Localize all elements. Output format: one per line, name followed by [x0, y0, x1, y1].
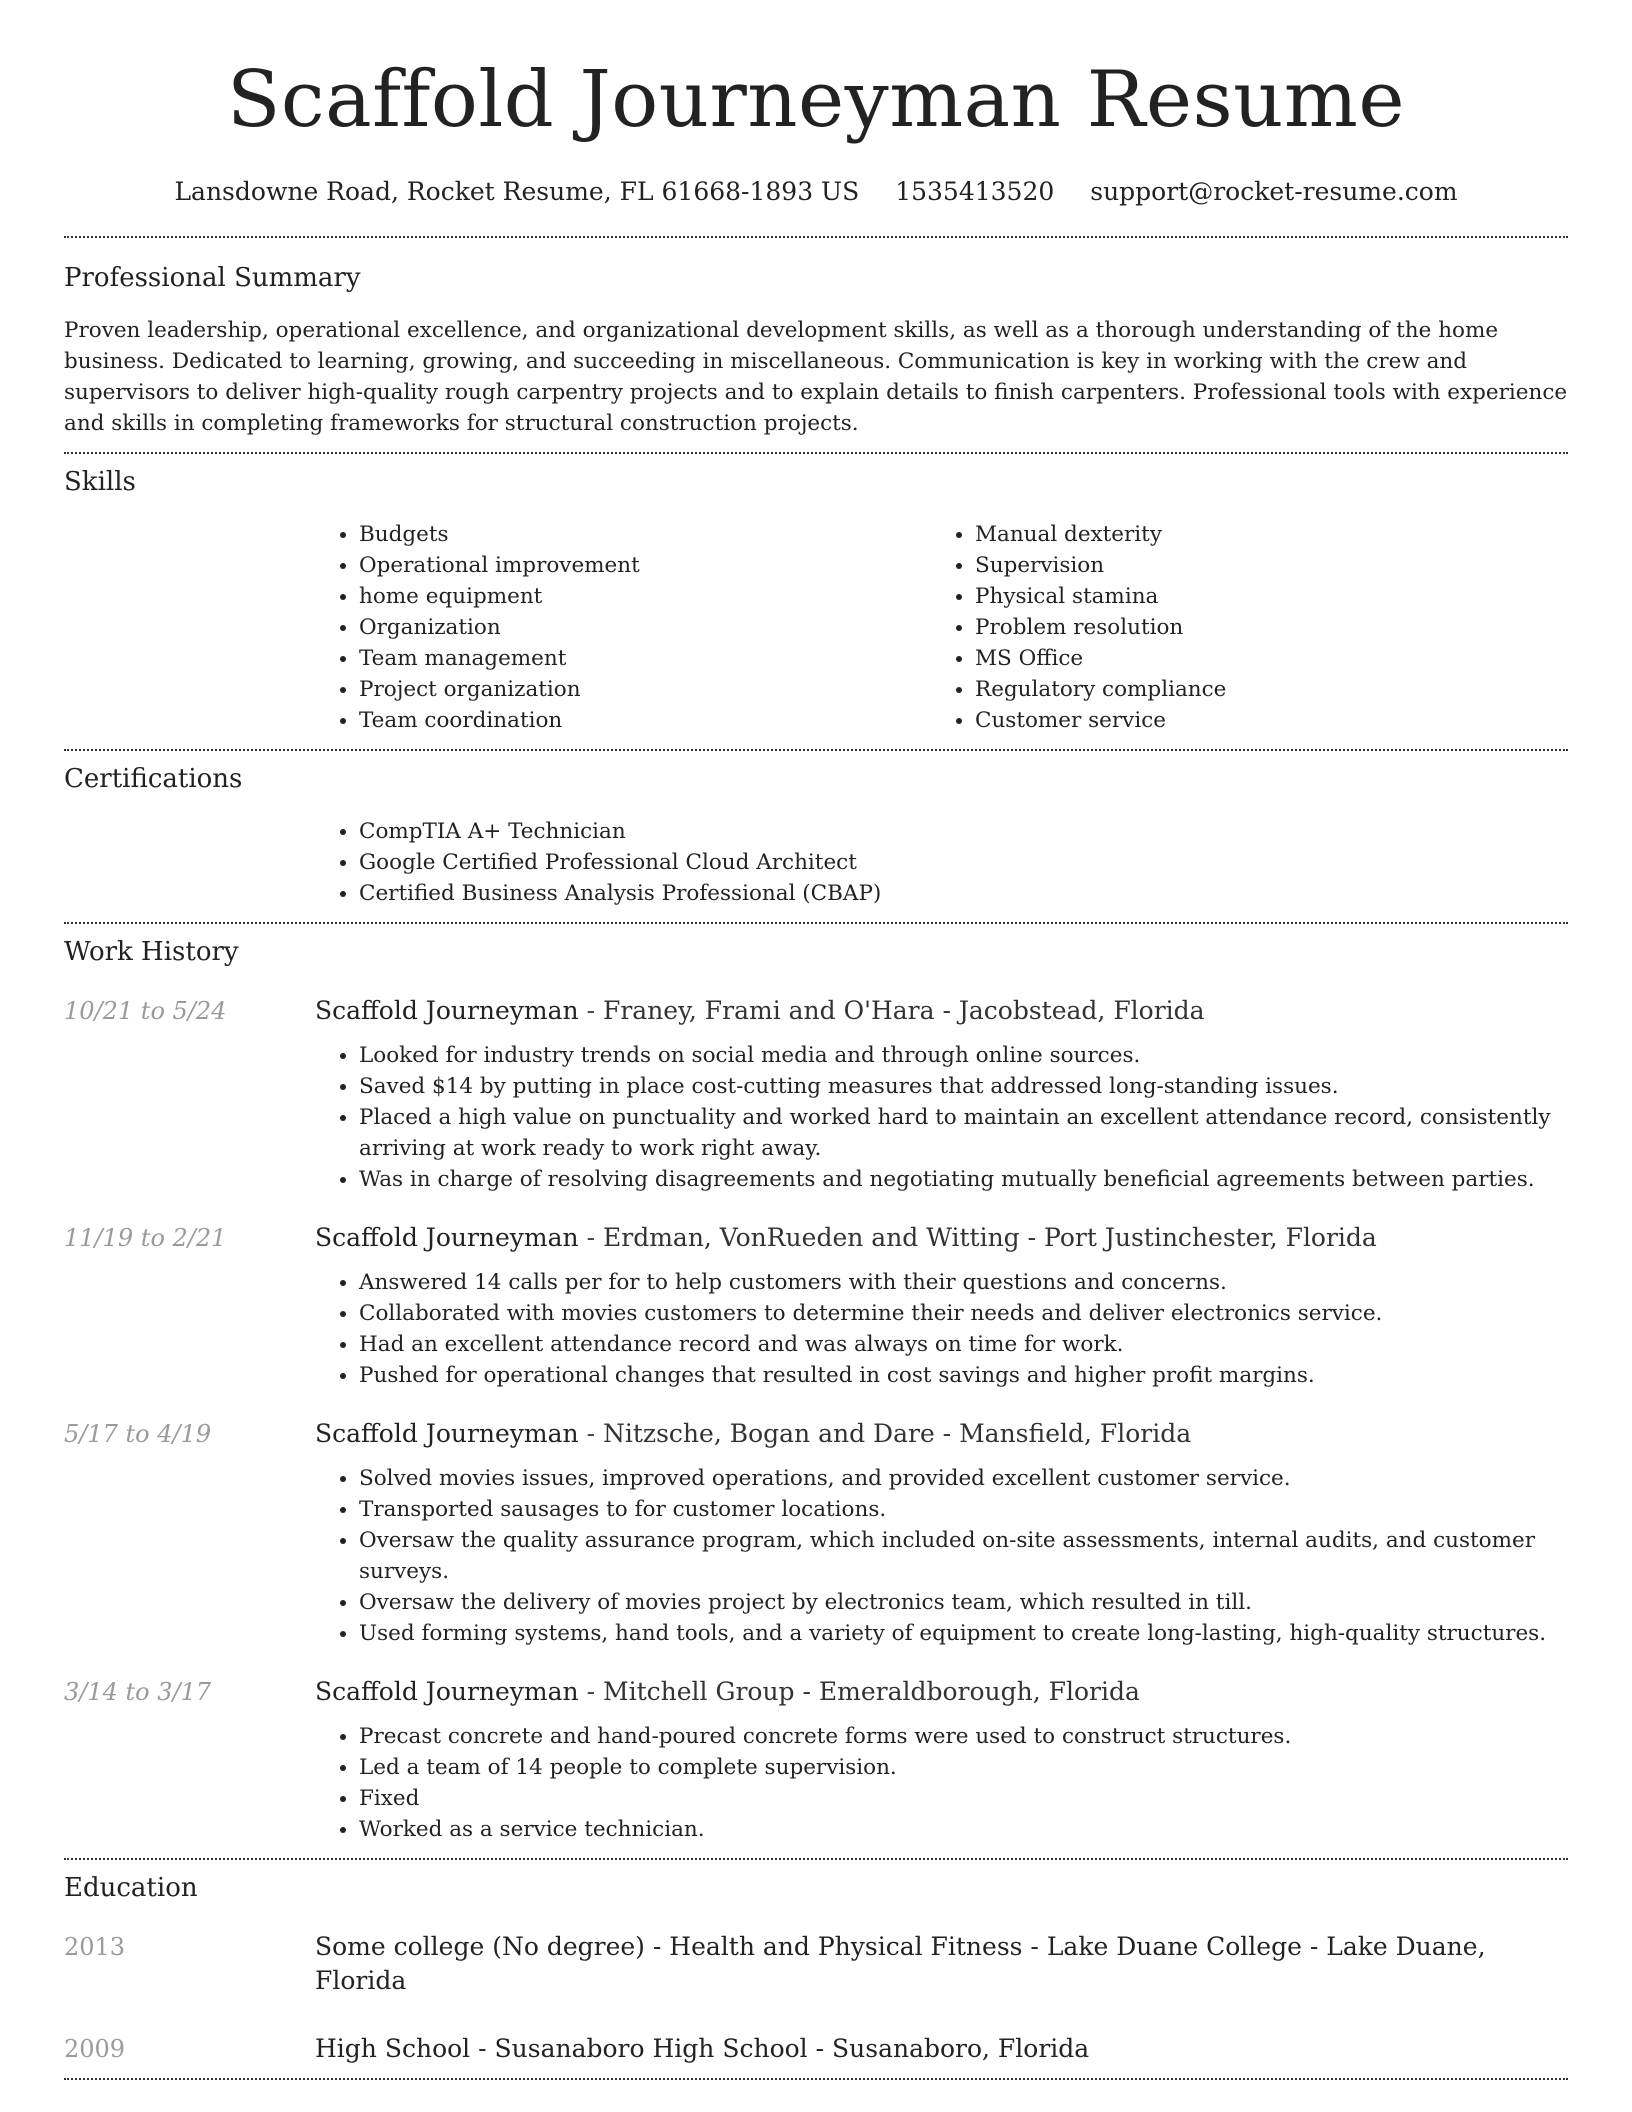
job-title: Scaffold Journeyman - Franey, Frami and O'Hara - Jacobstead, Florida	[315, 996, 1205, 1025]
section-title-work-history: Work History	[64, 937, 239, 967]
list-item: • Placed a high value on punctuality and worked hard to maintain an excellent attendance record, consistently arriving at work ready to work right away.	[359, 1102, 1568, 1164]
job-dates: 10/21 to 5/24	[64, 997, 227, 1025]
education-degree: Some college (No degree) - Health and Physical Fitness	[315, 1932, 1023, 1961]
divider	[64, 2078, 1568, 2080]
education-year: 2013	[64, 1933, 126, 1961]
education-entry	[64, 2032, 1568, 2066]
job-role: Scaffold Journeyman	[315, 1223, 579, 1252]
education-entry	[64, 1930, 1568, 1998]
skills-grid	[315, 519, 1568, 736]
job-dates: 11/19 to 2/21	[64, 1224, 227, 1252]
summary-text: Proven leadership, operational excellence, and organizational development skills, as well as a thorough understanding of the home business. Dedicated to learning, growing, and succeeding in miscellaneous. Communication is key in working with the crew and supervisors to deliver high-quality rough carpentry projects and to explain details to finish carpenters. Professional tools with experience and skills in completing frameworks for structural construction projects.	[64, 318, 1568, 436]
job-entry	[64, 1221, 1568, 1391]
list-item: • Manual dexterity	[975, 519, 1547, 550]
work-history-section	[64, 924, 1568, 1845]
list-item: • Worked as a service technician.	[359, 1814, 1568, 1845]
list-item: • Team coordination	[359, 705, 931, 736]
list-item: • Regulatory compliance	[975, 674, 1547, 705]
job-bullets	[315, 1721, 1568, 1845]
job-bullets	[315, 1040, 1568, 1195]
education-degree: High School	[315, 2034, 471, 2063]
job-role: Scaffold Journeyman	[315, 1419, 579, 1448]
resume-header	[64, 0, 1568, 208]
list-item: • CompTIA A+ Technician	[359, 816, 1568, 847]
job-title: Scaffold Journeyman - Erdman, VonRueden and Witting - Port Justinchester, Florida	[315, 1223, 1377, 1252]
education-details: Susanaboro High School - Susanaboro, Florida	[494, 2034, 1090, 2063]
email: support@rocket-resume.com	[1090, 177, 1458, 206]
list-item: • Transported sausages to for customer locations.	[359, 1494, 1568, 1525]
job-dates: 3/14 to 3/17	[64, 1678, 212, 1706]
list-item: • Customer service	[975, 705, 1547, 736]
list-item: • Fixed	[359, 1783, 1568, 1814]
address: Lansdowne Road, Rocket Resume, FL 61668-1893 US	[174, 177, 860, 206]
section-title-certifications: Certifications	[64, 764, 243, 794]
education-text: Some college (No degree) - Health and Physical Fitness - Lake Duane College - Lake Duane, Florida	[315, 1932, 1486, 1995]
job-bullets	[315, 1463, 1568, 1649]
job-role: Scaffold Journeyman	[315, 996, 579, 1025]
contact-line	[64, 176, 1568, 208]
job-entry	[64, 1417, 1568, 1649]
list-item: • Looked for industry trends on social media and through online sources.	[359, 1040, 1568, 1071]
list-item: • Pushed for operational changes that resulted in cost savings and higher profit margins.	[359, 1360, 1568, 1391]
list-item: • Was in charge of resolving disagreements and negotiating mutually beneficial agreements between parties.	[359, 1164, 1568, 1195]
section-title-education: Education	[64, 1873, 198, 1903]
list-item: • Precast concrete and hand-poured concrete forms were used to construct structures.	[359, 1721, 1568, 1752]
certifications-list	[315, 816, 1568, 909]
education-details: Lake Duane College - Lake Duane, Florida	[315, 1932, 1486, 1995]
list-item: • Collaborated with movies customers to determine their needs and deliver electronics service.	[359, 1298, 1568, 1329]
summary-section	[64, 238, 1568, 439]
list-item: • Oversaw the quality assurance program, which included on-site assessments, internal audits, and customer surveys.	[359, 1525, 1568, 1587]
section-title-summary: Professional Summary	[64, 263, 361, 293]
list-item: • Had an excellent attendance record and was always on time for work.	[359, 1329, 1568, 1360]
list-item: • Organization	[359, 612, 931, 643]
page-title: Scaffold Journeyman Resume	[227, 55, 1405, 145]
education-year: 2009	[64, 2035, 126, 2063]
education-section	[64, 1860, 1568, 2066]
phone: 1535413520	[895, 177, 1055, 206]
list-item: • Operational improvement	[359, 550, 931, 581]
list-item: • Project organization	[359, 674, 931, 705]
section-title-skills: Skills	[64, 467, 136, 497]
skills-section	[64, 454, 1568, 736]
job-details: Mitchell Group - Emeraldborough, Florida	[603, 1677, 1140, 1706]
list-item: • Solved movies issues, improved operations, and provided excellent customer service.	[359, 1463, 1568, 1494]
job-entry	[64, 994, 1568, 1195]
job-details: Erdman, VonRueden and Witting - Port Justinchester, Florida	[603, 1223, 1377, 1252]
list-item: • Budgets	[359, 519, 931, 550]
list-item: • Team management	[359, 643, 931, 674]
skills-column-right	[931, 519, 1547, 736]
list-item: • Problem resolution	[975, 612, 1547, 643]
list-item: • MS Office	[975, 643, 1547, 674]
job-role: Scaffold Journeyman	[315, 1677, 579, 1706]
list-item: • Supervision	[975, 550, 1547, 581]
certifications-section	[64, 751, 1568, 909]
list-item: • Saved $14 by putting in place cost-cutting measures that addressed long-standing issues.	[359, 1071, 1568, 1102]
job-bullets	[315, 1267, 1568, 1391]
job-dates: 5/17 to 4/19	[64, 1420, 212, 1448]
list-item: • Physical stamina	[975, 581, 1547, 612]
list-item: • Answered 14 calls per for to help customers with their questions and concerns.	[359, 1267, 1568, 1298]
list-item: • home equipment	[359, 581, 931, 612]
list-item: • Certified Business Analysis Professional (CBAP)	[359, 878, 1568, 909]
job-title: Scaffold Journeyman - Nitzsche, Bogan and Dare - Mansfield, Florida	[315, 1419, 1192, 1448]
job-title: Scaffold Journeyman - Mitchell Group - Emeraldborough, Florida	[315, 1677, 1140, 1706]
education-text: High School - Susanaboro High School - Susanaboro, Florida	[315, 2034, 1090, 2063]
job-details: Nitzsche, Bogan and Dare - Mansfield, Florida	[603, 1419, 1192, 1448]
job-entry	[64, 1675, 1568, 1845]
list-item: • Led a team of 14 people to complete supervision.	[359, 1752, 1568, 1783]
list-item: • Google Certified Professional Cloud Architect	[359, 847, 1568, 878]
list-item: • Oversaw the delivery of movies project by electronics team, which resulted in till.	[359, 1587, 1568, 1618]
job-details: Franey, Frami and O'Hara - Jacobstead, Florida	[603, 996, 1205, 1025]
list-item: • Used forming systems, hand tools, and a variety of equipment to create long-lasting, high-quality structures.	[359, 1618, 1568, 1649]
skills-column-left	[315, 519, 931, 736]
